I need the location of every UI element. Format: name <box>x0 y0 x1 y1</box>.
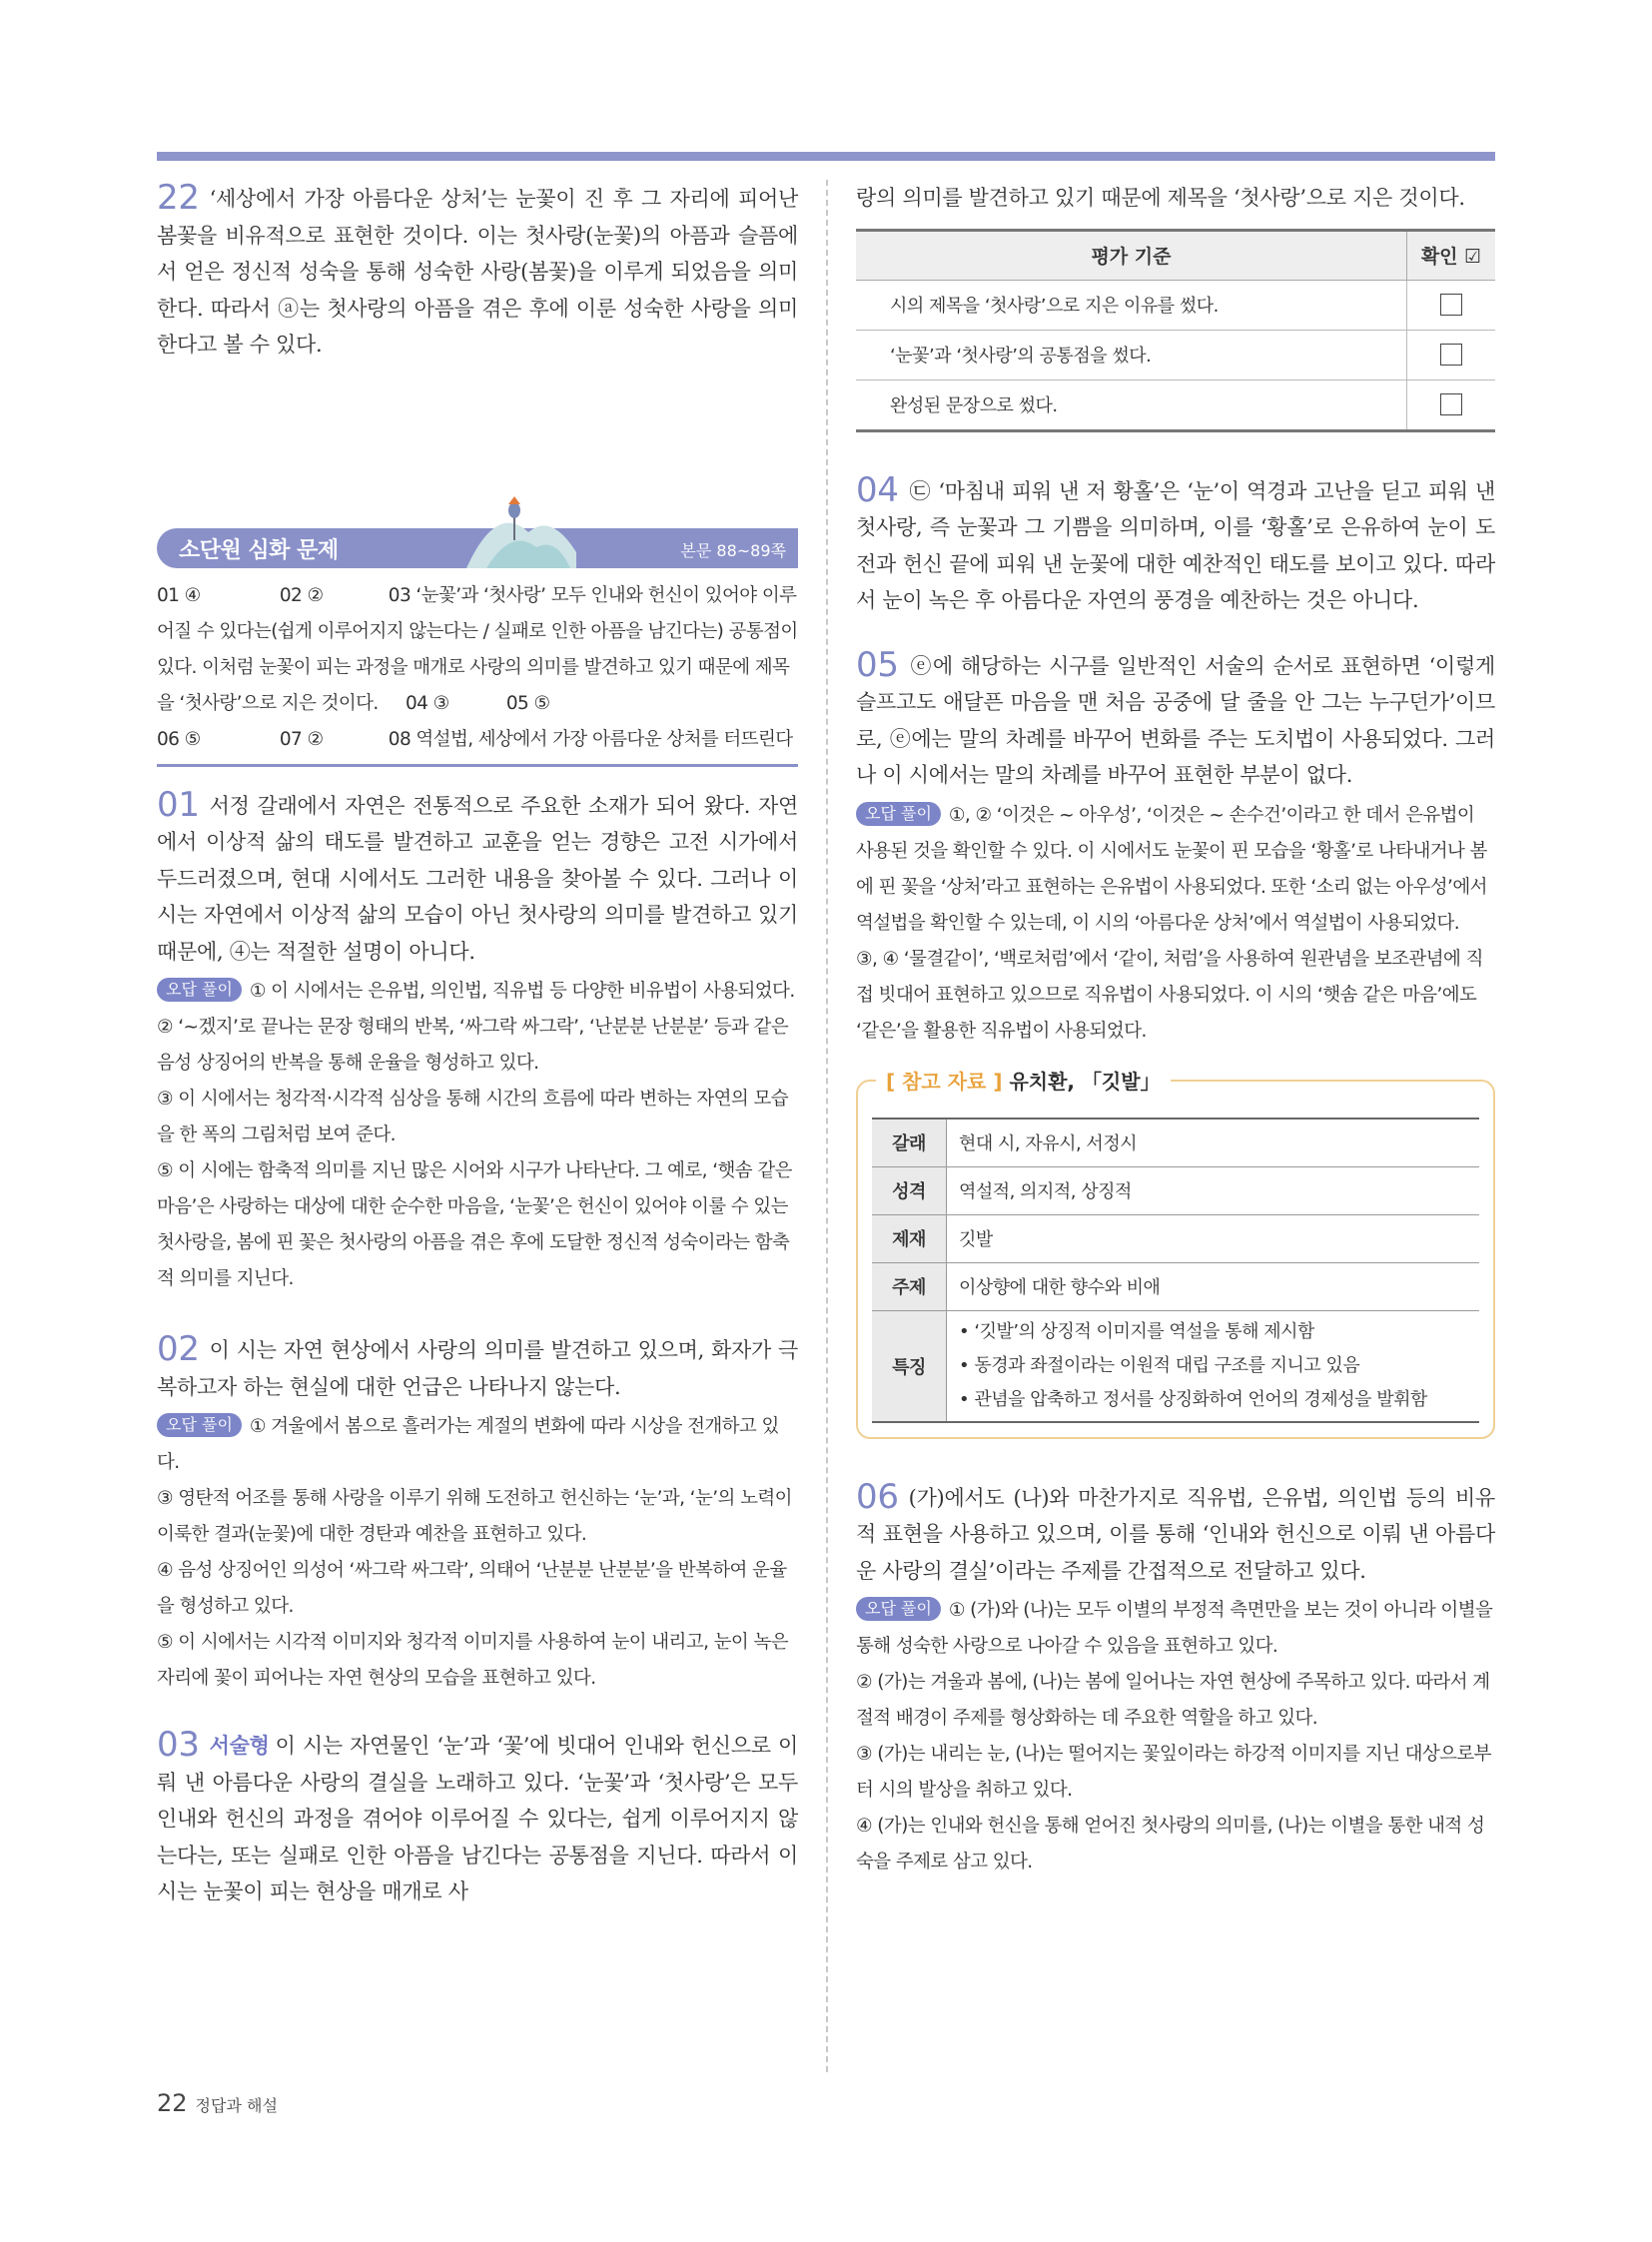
wrong-answer-tag: 오답 풀이 <box>157 1413 242 1437</box>
question-06 <box>856 1476 1495 1590</box>
question-text: 서정 갈래에서 자연은 전통적으로 주요한 소재가 되어 왔다. 자연에서 이상적 삶의 태도를 발견하고 교훈을 얻는 경향은 고전 시가에서 두드러졌으며, 현대 시에서도 그러한 내용을 찾아볼 수 있다. 그러나 이 시는 자연에서 이상적 삶의 모습이 아닌 첫사랑의 의미를 발견하고 있기 때문에, ④는 적절한 설명이 아니다. <box>157 793 798 964</box>
bird-on-hill-icon <box>466 492 576 568</box>
info-features: • ‘깃발’의 상징적 이미지를 역설을 통해 제시함 • 동경과 좌절이라는 이원적 대립 구조를 지니고 있음 • 관념을 압축하고 정서를 상징화하여 언어의 경제성을 발휘함 <box>947 1310 1480 1422</box>
wrong-answer-tag: 오답 풀이 <box>856 1597 941 1621</box>
criteria-row: ‘눈꽃’과 ‘첫사랑’의 공통점을 썼다. <box>856 330 1407 379</box>
note-text: ④ (가)는 인내와 헌신을 통해 얻어진 첫사랑의 의미를, (나)는 이별을 통한 내적 성숙을 주제로 삼고 있다. <box>856 1816 1485 1872</box>
checkbox[interactable] <box>1440 393 1462 415</box>
right-column <box>856 180 1495 1880</box>
wrong-answer-notes-06 <box>856 1593 1495 1880</box>
question-text: ⓔ에 해당하는 시구를 일반적인 서술의 순서로 표현하면 ‘이렇게 슬프고도 애달픈 마음을 맨 처음 공중에 달 줄을 안 그는 누구던가’이므로, ⓔ에는 말의 차례를 바꾸어 변화를 주는 도치법이 사용되었다. 그러나 이 시에서는 말의 차례를 바꾸어 표현한 부분이 없다. <box>856 653 1495 787</box>
footer-label: 정답과 해설 <box>195 2096 278 2115</box>
info-value: 이상향에 대한 향수와 비애 <box>947 1262 1480 1310</box>
question-text: 이 시는 자연물인 ‘눈’과 ‘꽃’에 빗대어 인내와 헌신으로 이뤄 낸 아름다운 사랑의 결실을 노래하고 있다. ‘눈꽃’과 ‘첫사랑’은 모두 인내와 헌신의 과정을 겪어야 이루어질 수 있다는, 쉽게 이루어지지 않는다는, 또는 실패로 인한 아픔을 남긴다는 공통점을 지닌다. 따라서 이 시는 눈꽃이 피는 현상을 매개로 사 <box>157 1734 799 1903</box>
question-type: 서술형 <box>209 1734 270 1758</box>
question-number: 02 <box>157 1329 200 1369</box>
question-number: 22 <box>157 178 200 218</box>
wrong-answer-notes-01 <box>157 974 798 1297</box>
answer-06: 06 ⑤ <box>157 728 201 750</box>
page-reference: 본문 88~89쪽 <box>680 540 786 560</box>
section-title: 소단원 심화 문제 <box>179 537 339 563</box>
section-banner <box>157 528 798 568</box>
question-text: (가)에서도 (나)와 마찬가지로 직유법, 은유법, 의인법 등의 비유적 표현을 사용하고 있으며, 이를 통해 ‘인내와 헌신으로 이뤄 낸 아름다운 사랑의 결실’이라는 주제를 간접적으로 전달하고 있다. <box>856 1485 1495 1583</box>
info-key: 성격 <box>872 1166 947 1214</box>
reference-box <box>856 1069 1495 1439</box>
note-text: ⑤ 이 시에서는 시각적 이미지와 청각적 이미지를 사용하여 눈이 내리고, 눈이 녹은 자리에 꽃이 피어나는 자연 현상의 모습을 표현하고 있다. <box>157 1632 789 1689</box>
checkbox[interactable] <box>1440 294 1462 316</box>
page-footer <box>157 2089 278 2117</box>
checkbox[interactable] <box>1440 344 1462 366</box>
question-text: ‘세상에서 가장 아름다운 상처’는 눈꽃이 진 후 그 자리에 피어난 봄꽃을 비유적으로 표현한 것이다. 이는 첫사랑(눈꽃)의 아픔과 슬픔에서 얻은 정신적 성숙을 통해 성숙한 사랑(봄꽃)을 이루게 되었음을 의미한다. 따라서 ⓐ는 첫사랑의 아픔을 겪은 후에 이룬 성숙한 사랑을 의미한다고 볼 수 있다. <box>157 187 798 357</box>
info-key: 갈래 <box>872 1119 947 1167</box>
note-text: ② (가)는 겨울과 봄에, (나)는 봄에 일어나는 자연 현상에 주목하고 있다. 따라서 계절적 배경이 주제를 형상화하는 데 주요한 역할을 하고 있다. <box>856 1672 1490 1729</box>
note-text: ⑤ 이 시에는 함축적 의미를 지닌 많은 시어와 시구가 나타난다. 그 예로, ‘햇솜 같은 마음’은 사랑하는 대상에 대한 순수한 마음을, ‘눈꽃’은 헌신이 있어야 이룰 수 있는 첫사랑을, 봄에 핀 꽃은 첫사랑의 아픔을 겪은 후에 도달한 정신적 성숙이라는 함축적 의미를 지닌다. <box>157 1160 792 1289</box>
reference-label: 참고 자료 <box>902 1069 987 1094</box>
feature-item: 관념을 압축하고 정서를 상징화하여 언어의 경제성을 발휘함 <box>974 1388 1427 1410</box>
answer-02: 02 ② <box>279 584 324 606</box>
top-rule <box>157 152 1495 161</box>
reference-table <box>872 1118 1479 1423</box>
question-01 <box>157 784 798 971</box>
wrong-answer-notes-02 <box>157 1409 798 1697</box>
question-04 <box>856 469 1495 619</box>
reference-work: 유치환, 「깃발」 <box>1009 1069 1161 1094</box>
note-text: ① (가)와 (나)는 모두 이별의 부정적 측면만을 보는 것이 아니라 이별을 통해 성숙한 사랑으로 나아갈 수 있음을 표현하고 있다. <box>856 1600 1493 1657</box>
note-text: ①, ② ‘이것은 ~ 아우성’, ‘이것은 ~ 손수건’이라고 한 데서 은유법이 사용된 것을 확인할 수 있다. 이 시에서도 눈꽃이 핀 모습을 ‘황홀’로 나타내거나 봄에 핀 꽃을 ‘상처’라고 표현하는 은유법이 사용되었다. 또한 ‘소리 없는 아우성’에서 역설법을 확인할 수 있는데, 이 시의 ‘아름다운 상처’에서 역설법이 사용되었다. <box>856 804 1487 934</box>
question-number: 05 <box>856 644 899 685</box>
column-divider <box>826 180 828 2072</box>
info-value: 역설적, 의지적, 상징적 <box>947 1166 1480 1214</box>
note-text: ③ 영탄적 어조를 통해 사랑을 이루기 위해 도전하고 헌신하는 ‘눈’과, ‘눈’의 노력이 이룩한 결과(눈꽃)에 대한 경탄과 예찬을 표현하고 있다. <box>157 1488 792 1545</box>
question-text: ㉢ ‘마침내 피워 낸 저 황홀’은 ‘눈’이 역경과 고난을 딛고 피워 낸 첫사랑, 즉 눈꽃과 그 기쁨을 의미하며, 이를 ‘황홀’로 은유하여 눈이 도전과 헌신 끝에 피워 낸 눈꽃에 대한 예찬적인 태도를 보이고 있다. 따라서 눈이 녹은 후 아름다운 자연의 풍경을 예찬하는 것은 아니다. <box>856 478 1495 612</box>
question-22 <box>157 180 798 364</box>
wrong-answer-tag: 오답 풀이 <box>856 802 941 826</box>
wrong-answer-tag: 오답 풀이 <box>157 978 242 1002</box>
note-text: ① 이 시에서는 은유법, 의인법, 직유법 등 다양한 비유법이 사용되었다. <box>249 981 795 1002</box>
note-text: ③, ④ ‘물결같이’, ‘백로처럼’에서 ‘같이, 처럼’을 사용하여 원관념을 보조관념에 직접 빗대어 표현하고 있으므로 직유법이 사용되었다. 이 시의 ‘햇솜 같은 마음’에도 ‘같은’을 활용한 직유법이 사용되었다. <box>856 948 1483 1042</box>
reference-bracket: ] <box>993 1069 1003 1094</box>
answer-07: 07 ② <box>279 728 324 750</box>
question-02 <box>157 1331 798 1405</box>
feature-item: ‘깃발’의 상징적 이미지를 역설을 통해 제시함 <box>974 1320 1314 1342</box>
page-number: 22 <box>157 2089 188 2117</box>
answer-03: 03 ‘눈꽃’과 ‘첫사랑’ 모두 인내와 헌신이 있어야 이루어질 수 있다는(쉽게 이루어지지 않는다는 / 실패로 인한 아픔을 남긴다는) 공통점이 있다. 이처럼 눈꽃이 피는 과정을 매개로 사랑의 의미를 발견하고 있기 때문에 제목을 ‘첫사랑’으로 지은 것이다. <box>157 584 798 714</box>
info-value: 깃발 <box>947 1214 1480 1262</box>
question-number: 03 <box>157 1725 200 1765</box>
answer-key <box>157 578 798 758</box>
info-key: 주제 <box>872 1262 947 1310</box>
reference-title <box>876 1066 1171 1095</box>
left-column <box>157 180 798 1910</box>
answer-04: 04 ③ <box>405 692 449 714</box>
answer-05: 05 ⑤ <box>505 692 550 714</box>
answer-01: 01 ④ <box>157 584 201 606</box>
question-number: 04 <box>856 469 899 510</box>
note-text: ④ 음성 상징어인 의성어 ‘싸그락 싸그락’, 의태어 ‘난분분 난분분’을 반복하여 운율을 형성하고 있다. <box>157 1560 787 1617</box>
question-number: 01 <box>157 784 200 825</box>
question-05 <box>856 644 1495 794</box>
note-text: ② ‘~겠지’로 끝나는 문장 형태의 반복, ‘싸그락 싸그락’, ‘난분분 난분분’ 등과 같은 음성 상징어의 반복을 통해 운율을 형성하고 있다. <box>157 1017 789 1074</box>
reference-bracket: [ <box>886 1069 896 1094</box>
info-key: 제재 <box>872 1214 947 1262</box>
info-value: 현대 시, 자유시, 서정시 <box>947 1119 1480 1167</box>
note-text: ③ 이 시에서는 청각적·시각적 심상을 통해 시간의 흐름에 따라 변하는 자연의 모습을 한 폭의 그림처럼 보여 준다. <box>157 1089 789 1145</box>
wrong-answer-notes-05 <box>856 798 1495 1050</box>
criteria-header: 평가 기준 <box>856 230 1407 280</box>
question-03-continued: 랑의 의미를 발견하고 있기 때문에 제목을 ‘첫사랑’으로 지은 것이다. <box>856 186 1465 210</box>
note-text: ③ (가)는 내리는 눈, (나)는 떨어지는 꽃잎이라는 하강적 이미지를 지닌 대상으로부터 시의 발상을 취하고 있다. <box>856 1744 1491 1801</box>
question-number: 06 <box>856 1476 899 1517</box>
check-header: 확인 ☑ <box>1407 230 1496 280</box>
note-text: ① 겨울에서 봄으로 흘러가는 계절의 변화에 따라 시상을 전개하고 있다. <box>157 1416 779 1473</box>
info-key: 특징 <box>872 1310 947 1422</box>
answer-08: 08 역설법, 세상에서 가장 아름다운 상처를 터뜨린다 <box>388 728 793 750</box>
evaluation-table <box>856 229 1495 432</box>
question-text: 이 시는 자연 현상에서 사랑의 의미를 발견하고 있으며, 화자가 극복하고자 하는 현실에 대한 언급은 나타나지 않는다. <box>157 1338 798 1399</box>
feature-item: 동경과 좌절이라는 이원적 대립 구조를 지니고 있음 <box>974 1354 1360 1376</box>
question-03 <box>157 1727 798 1910</box>
criteria-row: 완성된 문장으로 썼다. <box>856 379 1407 430</box>
criteria-row: 시의 제목을 ‘첫사랑’으로 지은 이유를 썼다. <box>856 280 1407 330</box>
